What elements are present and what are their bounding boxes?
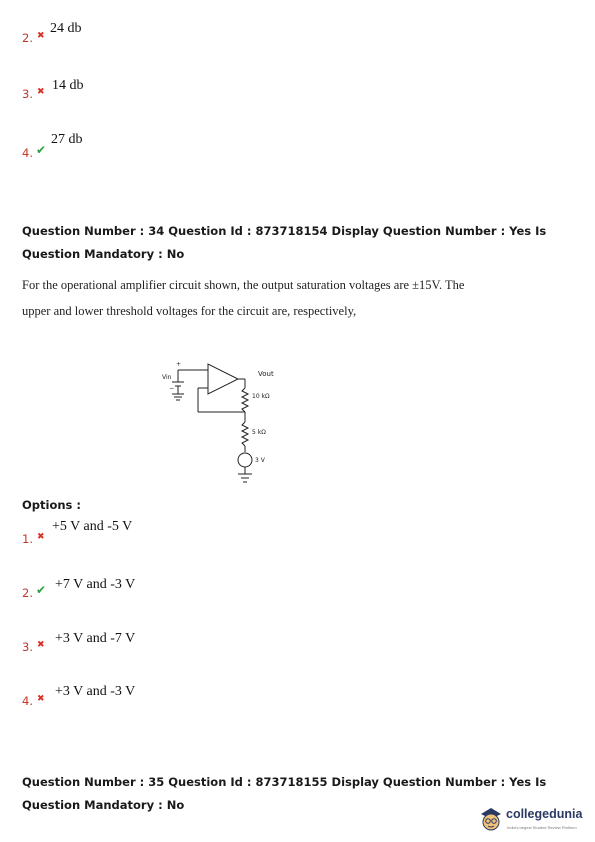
minus-label: − bbox=[169, 385, 175, 392]
wrong-mark-icon: ✖ bbox=[37, 31, 45, 41]
question-text-line-1: For the operational amplifier circuit shown, the output saturation voltages are ±15V. The bbox=[22, 278, 465, 292]
question-header-35: Question Number : 35 Question Id : 873718155 Display Question Number : Yes Is Question Mandatory : No bbox=[22, 775, 547, 812]
options-label: Options : bbox=[22, 498, 81, 512]
vin-label: Vin bbox=[162, 374, 172, 381]
option-number: 3. bbox=[22, 87, 33, 101]
option-number: 2. bbox=[22, 31, 33, 45]
option-text: +3 V and -3 V bbox=[55, 684, 136, 699]
resistor-10k-label: 10 kΩ bbox=[252, 393, 270, 400]
logo-tagline: India's largest Student Review Platform bbox=[507, 825, 577, 830]
option-number: 1. bbox=[22, 532, 33, 546]
wrong-mark-icon: ✖ bbox=[37, 87, 45, 97]
option-text: +3 V and -7 V bbox=[55, 631, 136, 646]
option-number: 2. bbox=[22, 586, 33, 600]
op-amp-symbol bbox=[208, 364, 238, 394]
option-text: 27 db bbox=[51, 132, 83, 147]
wrong-mark-icon: ✖ bbox=[37, 640, 45, 650]
resistor-5k-label: 5 kΩ bbox=[252, 429, 266, 436]
option-number: 3. bbox=[22, 640, 33, 654]
vout-label: Vout bbox=[258, 370, 274, 378]
option-text: +7 V and -3 V bbox=[55, 577, 136, 592]
option-number: 4. bbox=[22, 146, 33, 160]
question-text-line-2: upper and lower threshold voltages for the circuit are, respectively, bbox=[22, 304, 357, 318]
question-header: Question Number : 34 Question Id : 873718154 Display Question Number : Yes Is Question Mandatory : No bbox=[22, 224, 547, 261]
wrong-mark-icon: ✖ bbox=[37, 532, 45, 542]
correct-check-icon: ✔ bbox=[36, 143, 47, 157]
option-number: 4. bbox=[22, 694, 33, 708]
plus-label: + bbox=[176, 361, 182, 368]
source-3v-label: 3 V bbox=[255, 457, 265, 464]
logo-brand-text: collegedunia bbox=[506, 807, 583, 821]
wrong-mark-icon: ✖ bbox=[37, 694, 45, 704]
option-text: 14 db bbox=[52, 78, 84, 93]
correct-check-icon: ✔ bbox=[36, 583, 47, 597]
logo-mascot-icon bbox=[478, 805, 504, 833]
option-text: +5 V and -5 V bbox=[52, 519, 133, 534]
option-text: 24 db bbox=[50, 21, 82, 36]
op-amp-circuit-figure bbox=[150, 352, 300, 494]
collegedunia-logo bbox=[478, 805, 590, 835]
